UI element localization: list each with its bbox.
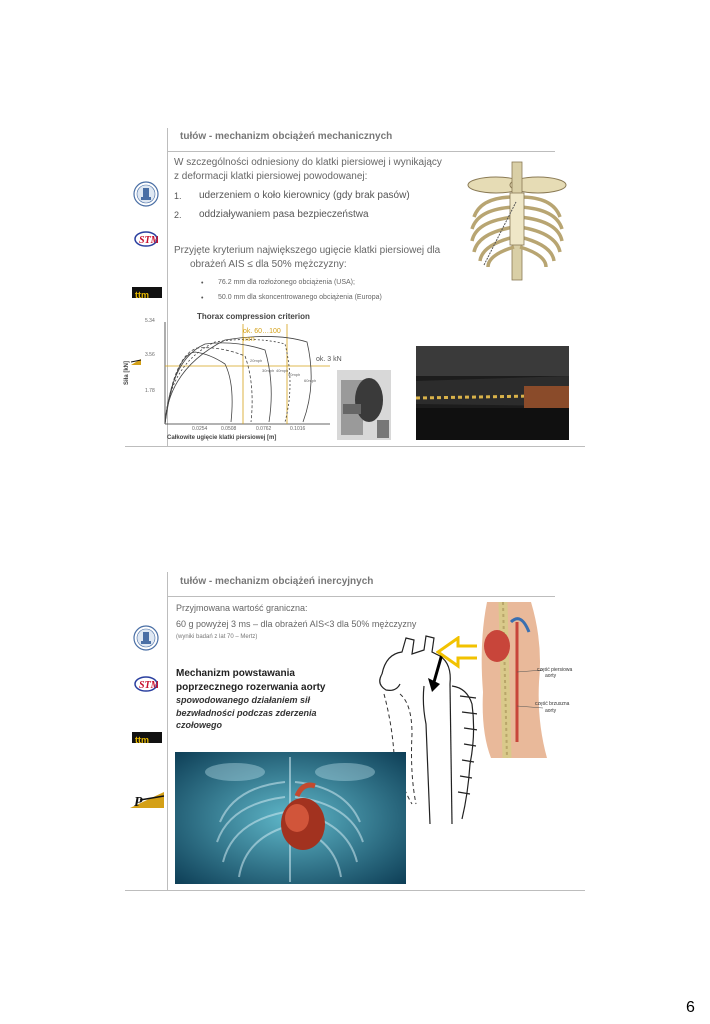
chart-title: Thorax compression criterion: [197, 312, 310, 321]
chart-curve-label-60: 60mph: [304, 378, 317, 383]
ttm-logo: [132, 287, 162, 298]
bullet-1-text: 76.2 mm dla rozłożonego obciążenia (USA);: [218, 279, 355, 286]
chart-ytick-2: 3.56: [145, 352, 155, 358]
chart-y-label: Siła [kN]: [124, 360, 130, 385]
page-number: 6: [686, 999, 695, 1016]
chart-annotation-range-unit: mm: [243, 336, 255, 343]
university-crest-logo: [133, 180, 159, 208]
list-item-2-number: 2.: [174, 210, 182, 220]
slide-2-left-rule: [167, 572, 168, 890]
chart-curve-20mph: [165, 352, 232, 424]
crash-dummy-photo: [337, 370, 391, 440]
slide-2-title: tułów - mechanizm obciążeń inercyjnych: [180, 576, 374, 587]
svg-text:STM: STM: [139, 235, 158, 246]
slide-1-intro-line-1: W szczególności odniesiony do klatki piersiowej i wynikający: [174, 157, 442, 168]
slide-2-line-3: (wyniki badań z lat 70 – Mertz): [176, 634, 258, 640]
bullet-dot-2: •: [201, 295, 204, 302]
chart-annotation-force: ok. 3 kN: [316, 356, 342, 363]
svg-text:ttm: ttm: [135, 735, 149, 745]
bullet-dot-1: •: [201, 280, 204, 287]
chart-curve-label-40: 40mph: [276, 368, 289, 373]
criterion-line-1: Przyjęte kryterium największego ugięcie klatki piersiowej dla: [174, 245, 441, 256]
university-crest-logo-2: [133, 624, 159, 652]
abdominal-aorta-label-2: aorty: [545, 708, 557, 714]
list-item-1-number: 1.: [174, 191, 182, 201]
chart-curve-label-20: 20mph: [250, 358, 263, 363]
bullet-2-text: 50.0 mm dla skoncentrowanego obciążenia (Europa): [218, 294, 382, 301]
slide-1-bottom-rule: [125, 446, 585, 447]
chart-xtick-1: 0.0254: [192, 426, 208, 432]
chart-curve-label-50: 50mph: [288, 372, 301, 377]
mechanism-desc-line-1: spowodowanego działaniem sił: [176, 695, 311, 705]
slide-2-bottom-rule: [125, 890, 585, 891]
list-item-1-text: uderzeniem o koło kierownicy (gdy brak pasów): [199, 190, 410, 201]
chart-x-label: Całkowite ugięcie klatki piersiowej [m]: [167, 435, 277, 441]
chart-curve-label-30: 30mph: [262, 368, 275, 373]
chart-curve-60mph: [165, 336, 311, 424]
torso-anatomy-illustration: [477, 602, 579, 758]
slide-1-title: tułów - mechanizm obciążeń mechanicznych: [180, 131, 393, 142]
chart-ytick-3: 1.78: [145, 388, 155, 394]
ttm-logo-2: [132, 732, 162, 743]
chart-xtick-4: 0.1016: [290, 426, 306, 432]
svg-text:ttm: ttm: [135, 290, 149, 300]
chart-curve-50mph: [165, 339, 290, 424]
abdominal-aorta-label-1: część brzuszna: [535, 701, 570, 707]
slide-1-intro-line-2: z deformacji klatki piersiowej powodowanej:: [174, 171, 368, 182]
chart-curve-40mph: [165, 343, 271, 424]
chart-ytick-1: 5.34: [145, 318, 155, 324]
slide-1-title-rule: [167, 151, 555, 152]
chart-annotation-range: ok. 60…100: [243, 328, 281, 335]
mechanism-desc-line-2: bezwładności podczas zderzenia: [176, 708, 317, 718]
thoracic-aorta-label-2: aorty: [545, 673, 557, 679]
mechanism-desc-line-3: czołowego: [176, 720, 223, 730]
slide-2-line-2: 60 g powyżej 3 ms – dla obrażeń AIS<3 dla 50% mężczyzny: [176, 619, 417, 629]
criterion-line-2: obrażeń AIS ≤ dla 50% mężczyzny:: [190, 259, 347, 270]
mechanism-title-line-2: poprzecznego rozerwania aorty: [176, 682, 326, 693]
pw-logo: [130, 790, 164, 808]
slide-2-line-1: Przyjmowana wartość graniczna:: [176, 603, 308, 613]
slide-2-title-rule: [167, 596, 555, 597]
svg-text:STM: STM: [139, 680, 158, 691]
svg-text:P: P: [134, 795, 143, 808]
dashboard-airbag-photo: [416, 346, 569, 440]
stm-logo-2: [134, 675, 158, 693]
xray-heart-illustration: [175, 752, 406, 884]
chart-curve-30mph: [165, 348, 252, 424]
ribcage-illustration: [456, 157, 577, 285]
chart-xtick-2: 0.0508: [221, 426, 237, 432]
list-item-2-text: oddziaływaniem pasa bezpieczeństwa: [199, 209, 369, 220]
mechanism-title-line-1: Mechanizm powstawania: [176, 668, 295, 679]
thoracic-aorta-label-1: część piersiowa: [537, 667, 573, 673]
chart-xtick-3: 0.0762: [256, 426, 272, 432]
stm-logo: [134, 230, 158, 248]
